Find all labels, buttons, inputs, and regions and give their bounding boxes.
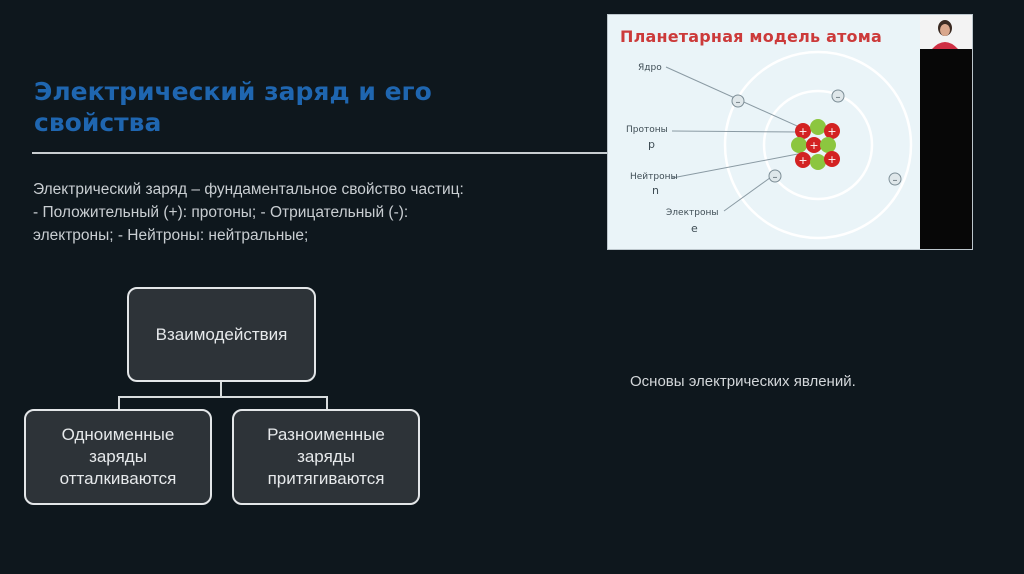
connector-right-down — [326, 396, 328, 410]
diagram-root-label: Взаимодействия — [155, 324, 288, 344]
diagram-right-box — [232, 409, 420, 505]
webcam-participant-icon — [920, 15, 973, 49]
slide-body — [33, 178, 593, 247]
label-protons-symbol: p — [648, 138, 655, 151]
proton-sign: + — [827, 153, 837, 166]
proton-sign: + — [809, 139, 819, 152]
proton-sign: + — [798, 125, 808, 138]
nucleus — [791, 119, 840, 170]
atom-model-title: Планетарная модель атома — [620, 27, 883, 46]
pointer-neutrons — [672, 153, 803, 178]
title-divider — [32, 152, 608, 154]
label-nucleus: Ядро — [638, 63, 662, 73]
proton-sign: + — [798, 154, 808, 167]
diagram-left-label: Одноименные заряды отталкиваются — [59, 425, 177, 488]
slide-title: Электрический заряд и его свойства — [34, 77, 432, 137]
pointer-protons — [672, 131, 801, 132]
electron-sign: – — [835, 92, 841, 103]
electron-sign: – — [772, 172, 778, 183]
proton-sign: + — [827, 125, 837, 138]
neutron — [810, 119, 826, 135]
body-line-3: электроны; - Нейтроны: нейтральные; — [33, 227, 309, 244]
label-electrons-symbol: e — [691, 222, 698, 235]
atom-diagram — [608, 15, 973, 250]
connector-root-down — [220, 381, 222, 397]
neutron — [820, 137, 836, 153]
label-electrons: Электроны — [666, 208, 719, 218]
diagram-right-label: Разноименные заряды притягиваются — [267, 425, 385, 488]
webcam-overlay — [920, 15, 973, 250]
connector-horizontal — [118, 396, 328, 398]
atom-model-image — [607, 14, 973, 250]
neutron — [810, 154, 826, 170]
connector-left-down — [118, 396, 120, 410]
label-protons: Протоны — [626, 125, 668, 135]
slide-caption: Основы электрических явлений. — [630, 373, 856, 390]
label-neutrons-symbol: n — [652, 184, 659, 197]
label-neutrons: Нейтроны — [630, 172, 678, 182]
diagram-root-box — [127, 287, 316, 382]
neutron — [791, 137, 807, 153]
diagram-left-box — [24, 409, 212, 505]
body-line-1: Электрический заряд – фундаментальное свойство частиц: — [33, 181, 464, 198]
electron-sign: – — [735, 97, 741, 108]
body-line-2: - Положительный (+): протоны; - Отрицательный (-): — [33, 204, 409, 221]
electron-sign: – — [892, 175, 898, 186]
